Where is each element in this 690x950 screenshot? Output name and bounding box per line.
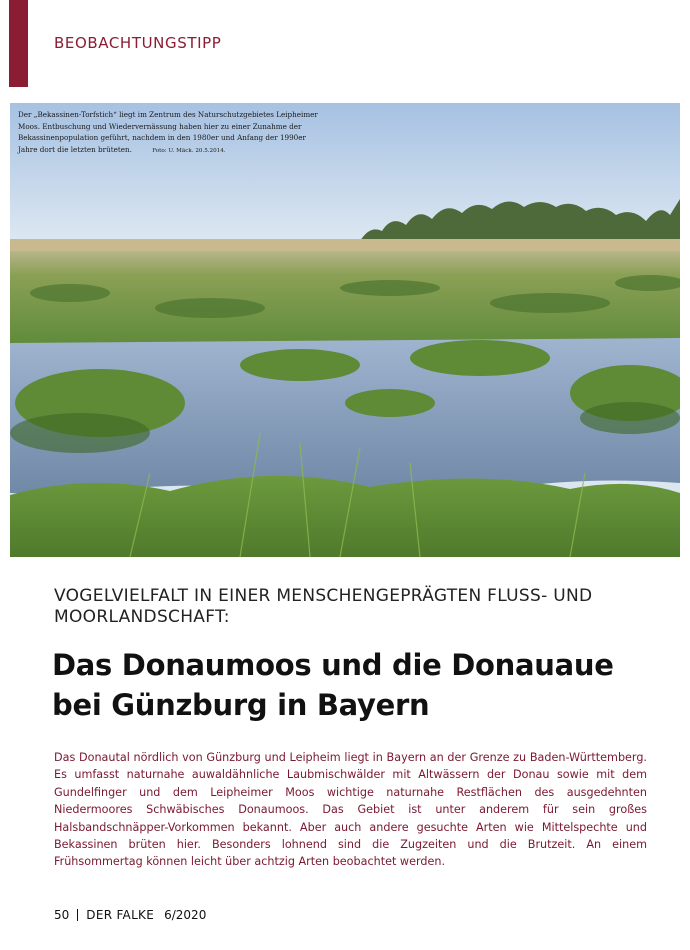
section-label: BEOBACHTUNGSTIPP <box>54 34 222 52</box>
article-kicker <box>54 586 654 628</box>
title-line-2: bei Günzburg in Bayern <box>52 688 430 722</box>
caption-text: Der „Bekassinen-Torfstich“ liegt im Zentrum des Naturschutzgebietes Leipheimer Moos. Entbuschung und Wiedervernässung haben hier zu einer Zunahme der Bekassinenpopulation geführt, nachdem in den 1980er und Anfang der 1990er Jahre dort die letzten brüteten. <box>18 110 318 154</box>
photo-caption <box>18 109 318 157</box>
magazine-name: DER FALKE <box>86 908 155 922</box>
photo-illustration <box>10 103 680 557</box>
photo-credit: Foto: U. Mäck. 20.5.2014. <box>152 147 226 154</box>
page-number: 50 <box>54 908 70 922</box>
footer-divider <box>77 909 78 921</box>
kicker-line-2: MOORLANDSCHAFT: <box>54 607 230 627</box>
article-intro: Das Donautal nördlich von Günzburg und Leipheim liegt in Bayern an der Grenze zu Baden-Württemberg. Es umfasst naturnahe auwaldähnliche Laubmischwälder mit Altwässern der Donau sowie mit dem Gundelfinger und dem Leipheimer Moos wichtige naturnahe Restflächen des ausgedehnten Niedermoores Schwäbisches Donaumoos. Das Gebiet ist unter anderem für sein großes Halsbandschnäpper-Vorkommen bekannt. Aber auch andere gesuchte Arten wie Mittelspechte und Bekassinen brüten hier. Besonders lohnend sind die Zugzeiten und die Brutzeit. An einem Frühsommertag können leicht über achtzig Arten beobachtet werden. <box>54 751 647 869</box>
page-footer <box>54 908 206 922</box>
kicker-line-1: VOGELVIELFALT IN EINER MENSCHENGEPRÄGTEN FLUSS- UND <box>54 586 593 606</box>
article-title <box>52 645 672 725</box>
issue-number: 6/2020 <box>164 908 207 922</box>
title-line-1: Das Donaumoos und die Donauaue <box>52 648 614 682</box>
section-accent-bar <box>9 0 28 87</box>
moor-landscape-photo <box>10 103 680 557</box>
